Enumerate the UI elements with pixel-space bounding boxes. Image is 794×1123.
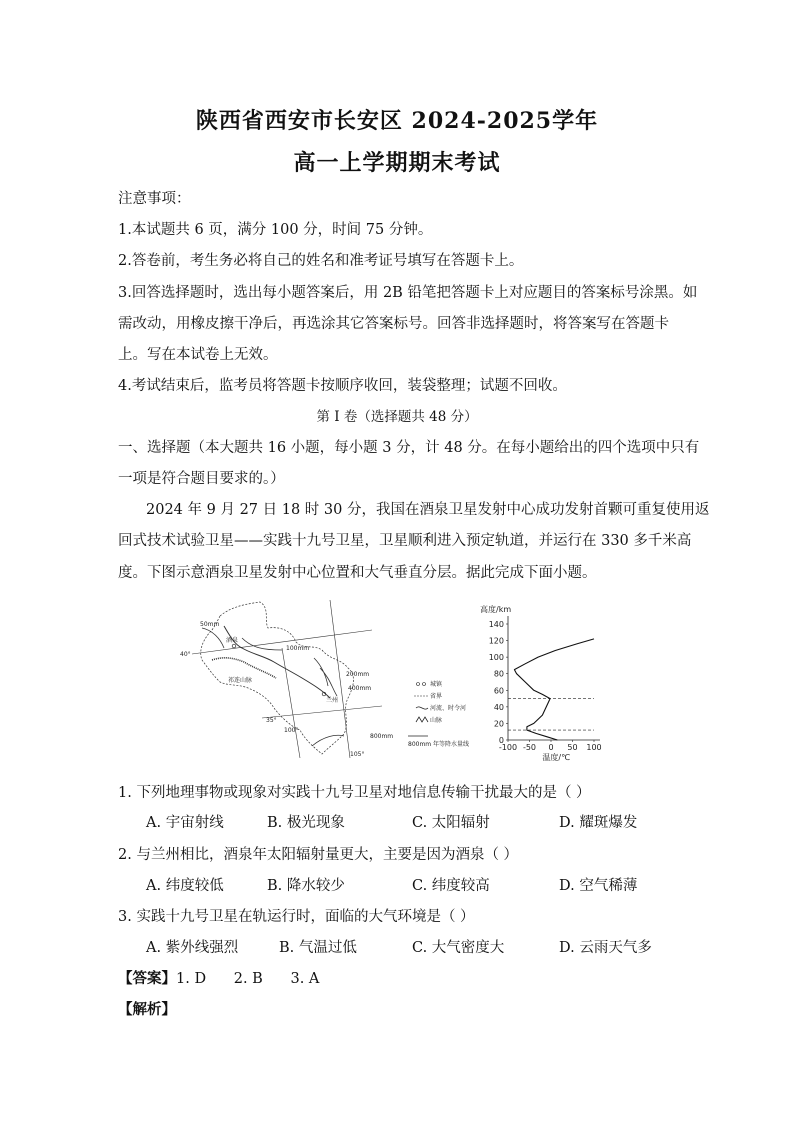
latitude-35-line — [262, 706, 382, 718]
map-label: 200mm — [346, 671, 370, 678]
location-map — [180, 600, 393, 758]
longitude-105-line — [330, 600, 350, 758]
question-option: A. 纬度较低 — [146, 878, 224, 894]
y-tick-label: 20 — [493, 719, 504, 729]
map-label: 800mm — [370, 733, 394, 740]
map-legend — [408, 680, 469, 748]
question-option: B. 降水较少 — [267, 878, 345, 894]
isohyet-line — [202, 628, 344, 746]
passage-line: 度。下图示意酒泉卫星发射中心位置和大气垂直分层。据此完成下面小题。 — [118, 565, 597, 581]
x-tick-label: 100 — [586, 743, 602, 752]
question-stem: 1. 下列地理事物或现象对实践十九号卫星对地信息传输干扰最大的是（ ） — [118, 785, 591, 801]
legend-river-icon — [416, 707, 428, 709]
question-stem: 3. 实践十九号卫星在轨运行时，面临的大气环境是（ ） — [118, 909, 475, 925]
map-label: 祁连山脉 — [228, 677, 253, 684]
y-tick-label: 100 — [488, 653, 504, 663]
notice-item: 3.回答选择题时，选出每小题答案后，用 2B 铅笔把答题卡上对应题目的答案标号涂黑。如 — [118, 285, 698, 301]
map-label: 50mm — [200, 621, 220, 628]
y-tick-label: 80 — [493, 669, 504, 679]
x-tick-label: -100 — [498, 743, 518, 752]
part-heading: 一、选择题（本大题共 16 小题，每小题 3 分，计 48 分。在每小题给出的四个选项中只有 — [118, 440, 700, 456]
province-boundary — [201, 602, 354, 754]
question-option: B. 气温过低 — [279, 940, 357, 956]
temperature-curve — [514, 639, 594, 740]
y-axis-label: 高度/km — [480, 605, 512, 614]
notice-heading: 注意事项： — [118, 191, 191, 207]
answer-text: 1. D 2. B 3. A — [176, 971, 320, 987]
notice-item: 1.本试题共 6 页，满分 100 分，时间 75 分钟。 — [118, 222, 433, 238]
figure-svg — [172, 598, 612, 763]
map-label: 105° — [350, 751, 365, 758]
question-option: C. 纬度较高 — [412, 878, 490, 894]
answer-label: 【答案】 — [118, 970, 176, 987]
x-tick-label: -50 — [522, 743, 537, 752]
x-tick-label: 0 — [548, 743, 554, 752]
mountain-range — [212, 658, 276, 678]
page-title: 陕西省西安市长安区 2024-2025学年 — [195, 108, 599, 134]
question-option: A. 紫外线强烈 — [146, 940, 239, 956]
figure — [172, 598, 612, 763]
longitude-100-line — [282, 648, 300, 758]
question-option: B. 极光现象 — [267, 815, 345, 831]
legend-city-icon — [417, 683, 420, 686]
passage-line: 回式技术试验卫星——实践十九号卫星，卫星顺利进入预定轨道，并运行在 330 多千米高 — [118, 533, 692, 549]
map-label: 兰州 — [326, 697, 339, 704]
notice-item: 2.答卷前，考生务必将自己的姓名和准考证号填写在答题卡上。 — [118, 253, 524, 269]
page-subtitle: 高一上学期期末考试 — [293, 150, 501, 176]
question-option: A. 宇宙射线 — [146, 815, 224, 831]
x-axis-label: 温度/℃ — [542, 753, 571, 762]
question-option: D. 云雨天气多 — [559, 940, 652, 956]
map-label: 100mm — [286, 645, 310, 652]
river-line — [224, 626, 330, 698]
map-label: 100° — [284, 727, 299, 734]
volume-title: 第 I 卷（选择题共 48 分） — [316, 409, 478, 425]
y-tick-label: 60 — [493, 686, 504, 696]
part-heading-cont: 一项是符合题目要求的。） — [118, 471, 285, 487]
answer-row — [118, 967, 319, 988]
map-label: 40° — [180, 651, 191, 658]
latitude-40-line — [192, 630, 372, 654]
notice-item: 4.考试结束后，监考员将答题卡按顺序收回，装袋整理；试题不回收。 — [118, 378, 567, 394]
y-tick-label: 0 — [498, 736, 504, 745]
y-tick-label: 120 — [488, 636, 504, 646]
question-option: D. 耀斑爆发 — [559, 815, 638, 831]
passage-line: 2024 年 9 月 27 日 18 时 30 分，我国在酒泉卫星发射中心成功发射首颗可重复使用返 — [146, 502, 710, 518]
legend-label: 800mm 年等降水量线 — [408, 741, 470, 748]
legend-label: 省界 — [430, 693, 443, 700]
analysis-label: 【解析】 — [118, 1001, 176, 1018]
legend-label: 山脉 — [430, 717, 443, 724]
notice-item: 需改动，用橡皮擦干净后，再选涂其它答案标号。回答非选择题时，将答案写在答题卡 — [118, 316, 669, 332]
atmosphere-chart — [480, 604, 602, 762]
legend-city-icon — [423, 683, 426, 686]
legend-label: 城镇 — [430, 681, 443, 688]
map-label: 酒泉 — [226, 637, 239, 644]
question-option: C. 太阳辐射 — [412, 815, 490, 831]
x-tick-label: 50 — [567, 743, 578, 752]
legend-label: 河流、时令河 — [430, 705, 467, 712]
legend-mountain-icon — [416, 717, 428, 722]
map-label: 35° — [266, 717, 277, 724]
question-stem: 2. 与兰州相比，酒泉年太阳辐射量更大，主要是因为酒泉（ ） — [118, 847, 519, 863]
notice-item: 上。写在本试卷上无效。 — [118, 347, 278, 363]
question-option: D. 空气稀薄 — [559, 878, 638, 894]
city-marker — [232, 644, 236, 648]
question-option: C. 大气密度大 — [412, 940, 505, 956]
y-tick-label: 40 — [493, 702, 504, 712]
map-label: 400mm — [348, 685, 372, 692]
y-tick-label: 140 — [488, 620, 504, 629]
